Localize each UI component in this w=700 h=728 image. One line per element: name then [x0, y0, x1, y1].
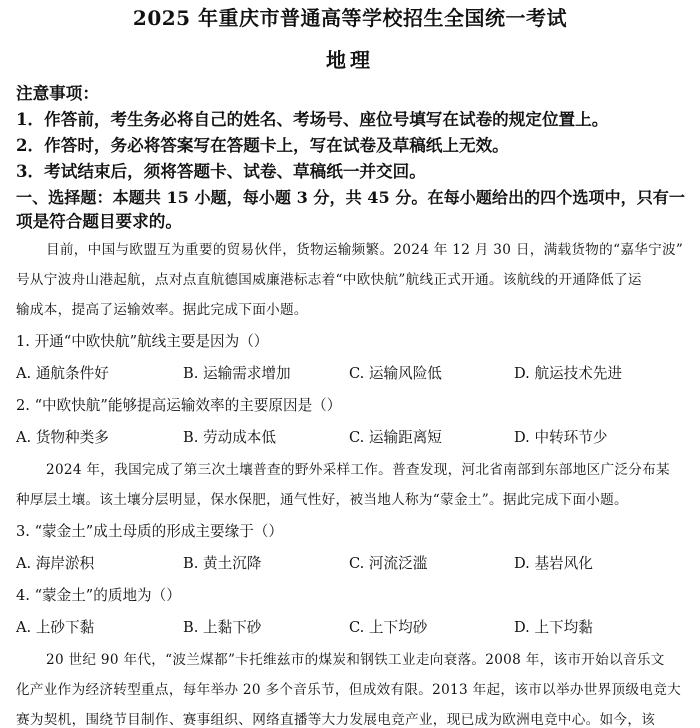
question-1-option-b: B. 运输需求增加 — [183, 365, 291, 382]
exam-title: 2025 年重庆市普通高等学校招生全国统一考试 — [132, 6, 568, 30]
notice-item-3: 3．考试结束后，须将答题卡、试卷、草稿纸一并交回。 — [16, 161, 426, 181]
question-4-option-c: C. 上下均砂 — [349, 619, 428, 636]
section-heading-line1: 一、选择题：本题共 15 小题，每小题 3 分，共 45 分。在每小题给出的四个选项中，只有一 — [16, 188, 685, 207]
question-4-option-a: A. 上砂下黏 — [16, 619, 95, 636]
passage3-line3: 赛为契机，围绕节目制作、赛事组织、网络直播等大力发展电竞产业，现已成为欧洲电竞中心。如今，该 — [16, 712, 656, 728]
question-3-option-c: C. 河流泛滥 — [349, 555, 428, 572]
question-4-option-b: B. 上黏下砂 — [183, 619, 262, 636]
question-1-option-d: D. 航运技术先进 — [514, 365, 623, 382]
question-3-option-b: B. 黄土沉降 — [183, 555, 262, 572]
question-2-option-d: D. 中转环节少 — [514, 429, 608, 446]
notice-item-1: 1．作答前，考生务必将自己的姓名、考场号、座位号填写在试卷的规定位置上。 — [16, 109, 609, 129]
passage1-line3: 输成本，提高了运输效率。据此完成下面小题。 — [16, 302, 308, 318]
question-4-stem: 4. “蒙金土”的质地为（） — [16, 587, 181, 604]
passage1-line1: 目前，中国与欧盟互为重要的贸易伙伴，货物运输频繁。2024 年 12 月 30 日，满载货物的“嘉华宁波” — [46, 242, 684, 258]
subject-title: 地理 — [326, 48, 374, 72]
question-3-option-a: A. 海岸淤积 — [16, 555, 95, 572]
question-2-stem: 2. “中欧快航”能够提高运输效率的主要原因是（） — [16, 397, 342, 414]
notice-item-2: 2．作答时，务必将答案写在答题卡上，写在试卷及草稿纸上无效。 — [16, 135, 509, 155]
question-1-stem: 1. 开通“中欧快航”航线主要是因为（） — [16, 333, 269, 350]
question-3-stem: 3. “蒙金土”成土母质的形成主要缘于（） — [16, 523, 283, 540]
section-heading-line2: 项是符合题目要求的。 — [16, 211, 182, 231]
passage3-line1: 20 世纪 90 年代，“波兰煤都”卡托维兹市的煤炭和钢铁工业走向衰落。2008 年，该市开始以音乐文 — [46, 652, 665, 668]
question-1-option-a: A. 通航条件好 — [16, 365, 109, 382]
question-4-option-d: D. 上下均黏 — [514, 619, 593, 636]
question-2-option-b: B. 劳动成本低 — [183, 429, 276, 446]
question-3-option-d: D. 基岩风化 — [514, 555, 593, 572]
notice-heading: 注意事项： — [16, 83, 99, 103]
question-2-option-c: C. 运输距离短 — [349, 429, 442, 446]
question-1-option-c: C. 运输风险低 — [349, 365, 442, 382]
question-2-option-a: A. 货物种类多 — [16, 429, 109, 446]
passage1-line2: 号从宁波舟山港起航，点对点直航德国威廉港标志着“中欧快航”航线正式开通。该航线的开通降低了运 — [16, 272, 642, 288]
passage2-line2: 种厚层土壤。该土壤分层明显，保水保肥，通气性好，被当地人称为“蒙金土”。据此完成下面小题。 — [16, 492, 628, 508]
passage2-line1: 2024 年，我国完成了第三次土壤普查的野外采样工作。普查发现，河北省南部到东部地区广泛分布某 — [46, 462, 670, 478]
passage3-line2: 化产业作为经济转型重点，每年举办 20 多个音乐节，但成效有限。2013 年起，该市以举办世界顶级电竞大 — [16, 682, 681, 698]
